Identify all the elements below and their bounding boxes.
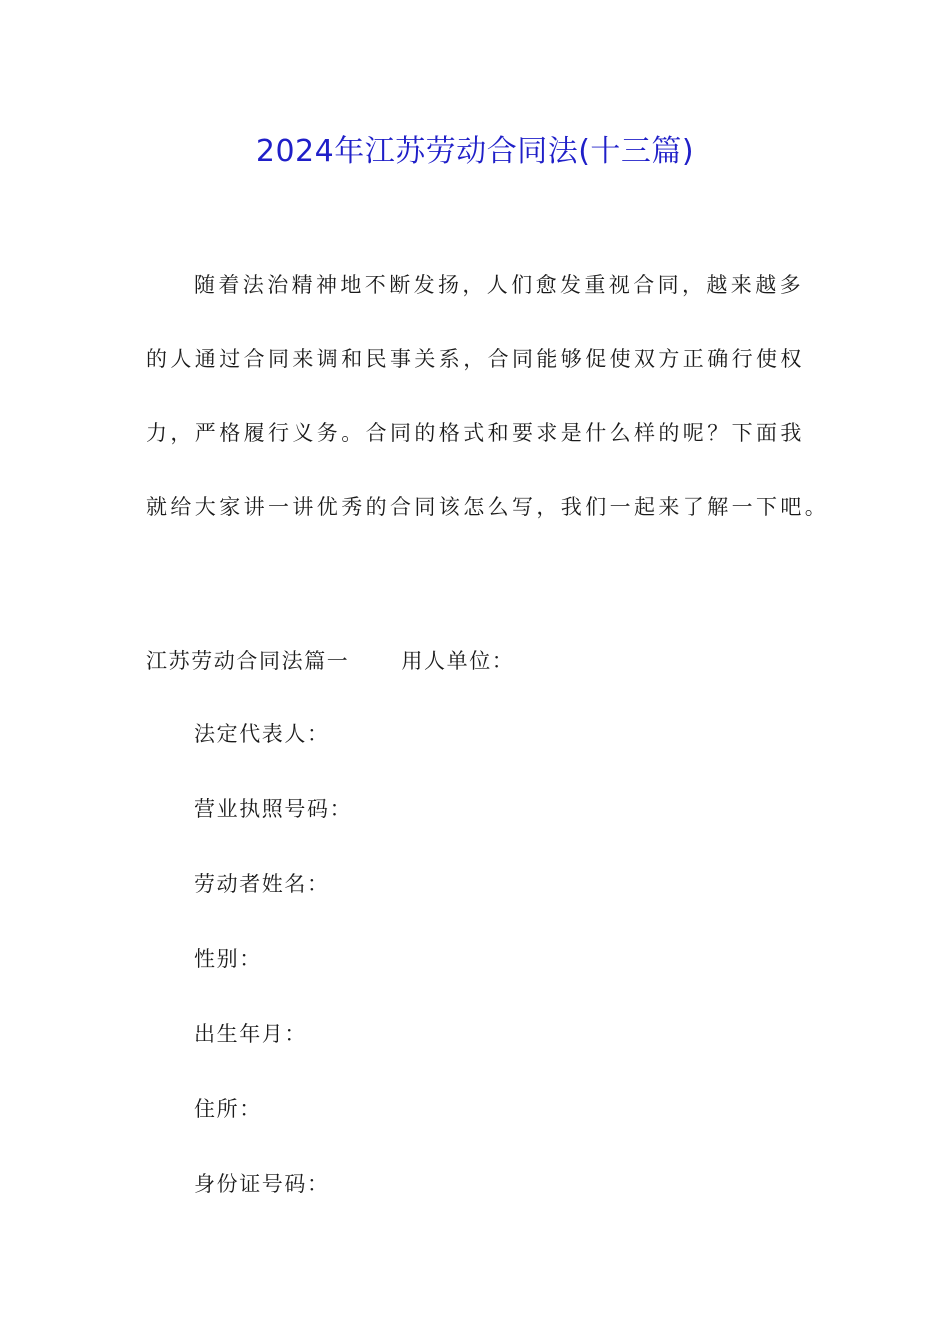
business-license-field: 营业执照号码： [194, 797, 353, 821]
document-title: 2024年江苏劳动合同法(十三篇) [255, 134, 695, 169]
residence-field: 住所： [194, 1097, 262, 1121]
employer-field-label: 用人单位： [401, 649, 515, 673]
section-heading-row [146, 641, 514, 681]
legal-representative-field: 法定代表人： [194, 722, 330, 746]
intro-line: 随着法治精神地不断发扬，人们愈发重视合同，越来越多 [194, 273, 804, 297]
intro-line: 的人通过合同来调和民事关系，合同能够促使双方正确行使权 [146, 347, 805, 371]
contract-field-list [194, 714, 352, 1239]
intro-line: 就给大家讲一讲优秀的合同该怎么写，我们一起来了解一下吧。 [146, 495, 830, 519]
intro-paragraph [146, 264, 830, 560]
intro-line: 力，严格履行义务。合同的格式和要求是什么样的呢？下面我 [146, 421, 805, 445]
id-number-field: 身份证号码： [194, 1172, 330, 1196]
worker-name-field: 劳动者姓名： [194, 872, 330, 896]
gender-field: 性别： [194, 947, 262, 971]
birth-date-field: 出生年月： [194, 1022, 307, 1046]
section-heading: 江苏劳动合同法篇一 [146, 649, 350, 673]
